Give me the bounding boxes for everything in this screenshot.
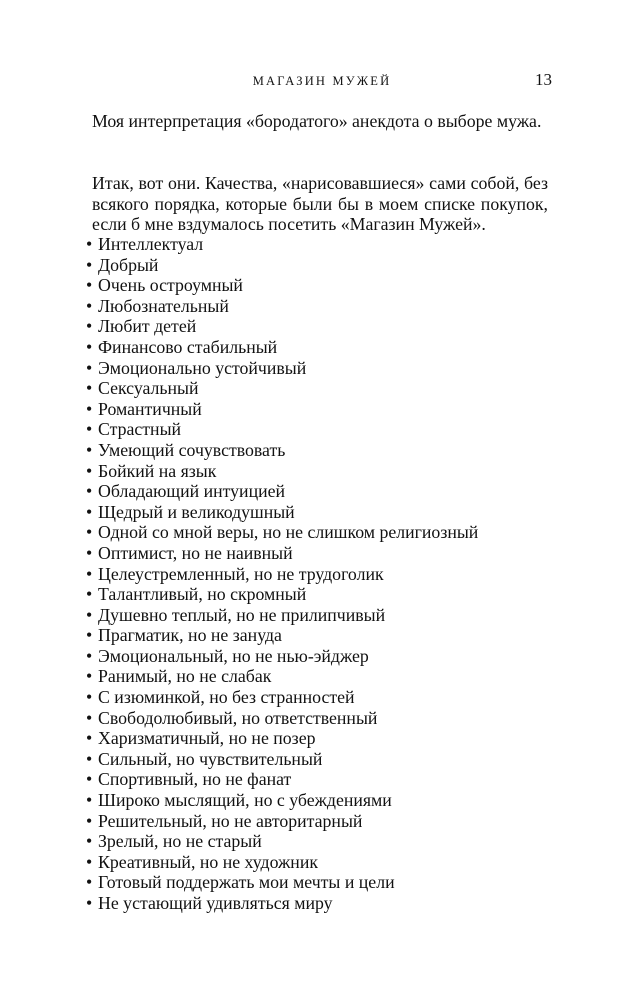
quality-text: Интеллектуал — [98, 234, 204, 254]
list-item — [86, 543, 556, 564]
list-item — [86, 872, 556, 893]
list-item — [86, 316, 556, 337]
bullet-mark: • — [86, 398, 93, 419]
quality-text: Ранимый, но не слабак — [98, 666, 272, 687]
bullet-mark: • — [86, 419, 93, 440]
bullet-mark: • — [86, 522, 93, 543]
list-item — [86, 419, 556, 440]
bullet-mark: • — [86, 584, 93, 605]
quality-text: Финансово стабильный — [98, 336, 278, 357]
bullet-mark: • — [86, 748, 93, 769]
list-item — [86, 728, 556, 749]
bullet-mark: • — [86, 501, 93, 522]
quality-text: Эмоционально устойчивый — [98, 357, 307, 378]
quality-text: Любит детей — [98, 316, 197, 337]
bullet-mark: • — [86, 378, 93, 399]
list-item — [86, 461, 556, 482]
bullet-mark: • — [86, 460, 93, 481]
quality-text: Добрый — [98, 254, 159, 275]
list-item — [86, 852, 556, 873]
bullet-mark: • — [86, 707, 93, 728]
quality-text: Романтичный — [98, 398, 202, 419]
bullet-mark: • — [86, 687, 93, 708]
quality-text: Любознательный — [98, 295, 229, 316]
bullet-mark: • — [86, 563, 93, 584]
intro-paragraph: Моя интерпретация «бородатого» анекдота о выборе мужа. — [92, 111, 542, 131]
list-item — [86, 564, 556, 585]
qualities-list — [86, 234, 556, 914]
quality-text: Свободолюбивый, но ответственный — [98, 707, 378, 728]
quality-text: Очень остроумный — [98, 275, 243, 296]
bullet-mark: • — [86, 275, 93, 296]
quality-text: Одной со мной веры, но не слишком религиозный — [98, 522, 479, 543]
list-item — [86, 234, 556, 255]
list-item — [86, 893, 556, 914]
bullet-mark: • — [86, 831, 93, 852]
quality-text: Целеустремленный, но не трудоголик — [98, 563, 384, 584]
quality-text: Не устающий удивляться миру — [98, 893, 333, 913]
list-item — [86, 666, 556, 687]
quality-text: Широко мыслящий, но с убеждениями — [98, 790, 392, 811]
quality-text: Готовый поддержать мои мечты и цели — [98, 872, 395, 893]
list-item — [86, 399, 556, 420]
bullet-mark: • — [86, 769, 93, 790]
list-item — [86, 296, 556, 317]
quality-text: Прагматик, но не зануда — [98, 625, 282, 646]
bullet-mark: • — [86, 810, 93, 831]
bullet-mark: • — [86, 336, 93, 357]
list-item — [86, 502, 556, 523]
list-item — [86, 584, 556, 605]
bullet-mark: • — [86, 645, 93, 666]
list-item — [86, 358, 556, 379]
list-item — [86, 769, 556, 790]
quality-text: Сексуальный — [98, 378, 199, 399]
quality-text: Харизматичный, но не позер — [98, 728, 316, 749]
list-item — [86, 687, 556, 708]
list-item — [86, 275, 556, 296]
quality-text: Бойкий на язык — [98, 460, 217, 481]
quality-text: С изюминкой, но без странностей — [98, 687, 355, 708]
bullet-mark: • — [86, 625, 93, 646]
bullet-mark: • — [86, 872, 93, 893]
list-item — [86, 749, 556, 770]
bullet-mark: • — [86, 316, 93, 337]
bullet-mark: • — [86, 357, 93, 378]
bullet-mark: • — [86, 542, 93, 563]
running-title: МАГАЗИН МУЖЕЙ — [252, 74, 392, 88]
quality-text: Оптимист, но не наивный — [98, 542, 293, 563]
bullet-mark: • — [86, 893, 93, 913]
bullet-mark: • — [86, 790, 93, 811]
quality-text: Креативный, но не художник — [98, 851, 318, 872]
bullet-mark: • — [86, 254, 93, 275]
list-item — [86, 440, 556, 461]
quality-text: Умеющий сочувствовать — [98, 439, 286, 460]
quality-text: Сильный, но чувствительный — [98, 748, 323, 769]
list-item — [86, 605, 556, 626]
page-number: 13 — [535, 70, 552, 89]
bullet-mark: • — [86, 604, 93, 625]
quality-text: Спортивный, но не фанат — [98, 769, 292, 790]
qualities-intro-paragraph: Итак, вот они. Качества, «нарисовавшиеся» сами собой, без всякого порядка, которые были бы в моем списке покупок, если б мне вздумалось посетить «Магазин Мужей». — [92, 173, 548, 235]
quality-text: Обладающий интуицией — [98, 481, 286, 502]
list-item — [86, 337, 556, 358]
bullet-mark: • — [86, 666, 93, 687]
bullet-mark: • — [86, 234, 93, 254]
list-item — [86, 522, 556, 543]
bullet-mark: • — [86, 439, 93, 460]
quality-text: Щедрый и великодушный — [98, 501, 295, 522]
list-item — [86, 481, 556, 502]
list-item — [86, 255, 556, 276]
list-item — [86, 625, 556, 646]
list-item — [86, 646, 556, 667]
bullet-mark: • — [86, 295, 93, 316]
list-item — [86, 790, 556, 811]
quality-text: Страстный — [98, 419, 182, 440]
quality-text: Талантливый, но скромный — [98, 584, 307, 605]
bullet-mark: • — [86, 728, 93, 749]
bullet-mark: • — [86, 481, 93, 502]
quality-text: Душевно теплый, но не прилипчивый — [98, 604, 386, 625]
quality-text: Эмоциональный, но не нью-эйджер — [98, 645, 369, 666]
quality-text: Решительный, но не авторитарный — [98, 810, 363, 831]
bullet-mark: • — [86, 851, 93, 872]
quality-text: Зрелый, но не старый — [98, 831, 262, 852]
list-item — [86, 708, 556, 729]
list-item — [86, 831, 556, 852]
list-item — [86, 378, 556, 399]
list-item — [86, 811, 556, 832]
